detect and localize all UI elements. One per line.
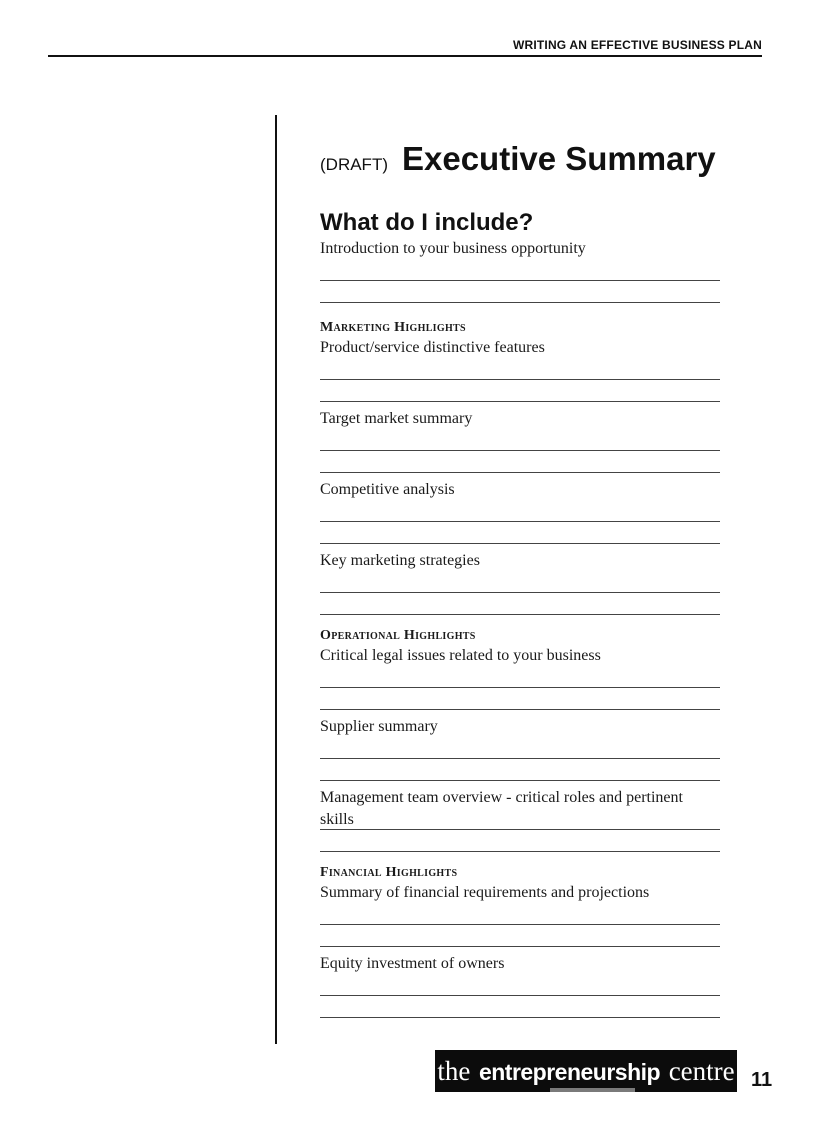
answer-line[interactable]: [320, 260, 720, 281]
form-field: [320, 408, 720, 473]
section-gap: [320, 615, 720, 621]
field-label: Key marketing strategies: [320, 552, 480, 569]
field-label: Introduction to your business opportunity: [320, 240, 586, 257]
section-title: Operational Highlights: [320, 628, 476, 643]
answer-line[interactable]: [320, 925, 720, 947]
answer-line[interactable]: [320, 738, 720, 759]
form-field: [320, 882, 720, 947]
field-intro: [320, 238, 720, 303]
entrepreneurship-centre-logo: [435, 1050, 737, 1092]
answer-line[interactable]: [320, 688, 720, 710]
title-row: [320, 140, 720, 190]
running-header: WRITING AN EFFECTIVE BUSINESS PLAN: [512, 38, 762, 52]
logo-underline: [550, 1088, 635, 1092]
worksheet-content: [320, 140, 720, 1018]
section-title: Financial Highlights: [320, 865, 458, 880]
answer-line[interactable]: [320, 281, 720, 303]
answer-line[interactable]: [320, 501, 720, 522]
section-gap: [320, 852, 720, 858]
subheading: What do I include?: [320, 209, 534, 236]
field-label: Product/service distinctive features: [320, 339, 545, 356]
field-label: Critical legal issues related to your business: [320, 647, 601, 664]
draft-label: (DRAFT): [320, 155, 388, 174]
answer-line[interactable]: [320, 572, 720, 593]
logo-bold: entrepreneurship: [478, 1058, 661, 1085]
section-gap: [320, 307, 720, 313]
answer-line[interactable]: [320, 451, 720, 473]
field-label: Management team overview - critical roles and pertinent skills: [320, 789, 683, 828]
page-number: 11: [751, 1069, 773, 1091]
answer-line[interactable]: [320, 667, 720, 688]
form-field: [320, 479, 720, 544]
margin-rule: [275, 115, 277, 1044]
answer-line[interactable]: [320, 904, 720, 925]
header-rule: [48, 55, 762, 57]
answer-line[interactable]: [320, 975, 720, 996]
field-label: Target market summary: [320, 410, 473, 427]
form-field: [320, 645, 720, 710]
form-field: [320, 716, 720, 781]
answer-line[interactable]: [320, 359, 720, 380]
answer-line[interactable]: [320, 809, 720, 830]
field-label: Equity investment of owners: [320, 955, 505, 972]
sections: [320, 307, 720, 1018]
answer-line[interactable]: [320, 380, 720, 402]
page-title: Executive Summary: [401, 140, 716, 177]
answer-line[interactable]: [320, 430, 720, 451]
form-field: [320, 550, 720, 615]
form-field: [320, 337, 720, 402]
answer-line[interactable]: [320, 759, 720, 781]
answer-line[interactable]: [320, 996, 720, 1018]
field-label: Summary of financial requirements and projections: [320, 884, 650, 901]
section-title: Marketing Highlights: [320, 320, 466, 335]
answer-line[interactable]: [320, 830, 720, 852]
answer-line[interactable]: [320, 522, 720, 544]
logo-prefix: the: [437, 1055, 471, 1086]
field-label: Supplier summary: [320, 718, 438, 735]
form-field: [320, 953, 720, 1018]
answer-line[interactable]: [320, 593, 720, 615]
logo-suffix: centre: [668, 1055, 735, 1086]
field-label: Competitive analysis: [320, 481, 455, 498]
form-field: [320, 787, 720, 852]
